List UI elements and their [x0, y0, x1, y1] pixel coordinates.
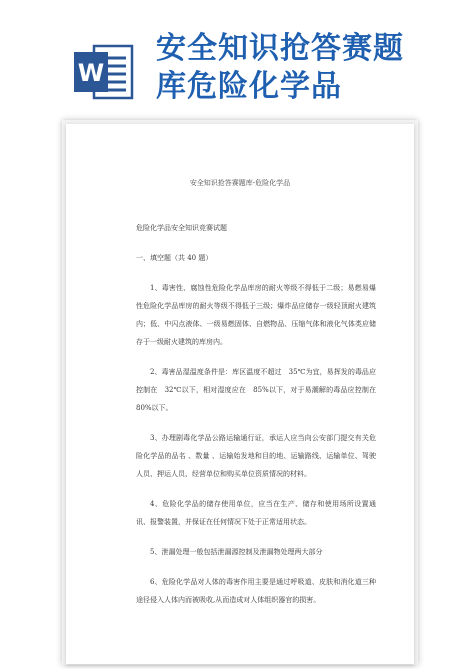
word-document-icon: [72, 40, 136, 104]
page-title-line-1: 安全知识抢答赛题: [156, 31, 404, 66]
document-subtitle: 危险化学品安全知识竞赛试题: [136, 224, 227, 232]
document-page[interactable]: [66, 124, 414, 664]
question-item-1: 1、毒害性、腐蚀性危险化学品库房的耐火等级不得低于二级；易燃易爆性危险化学品库房的耐火等级不得低于三级；爆炸品应储存一级轻顶耐火建筑内；低、中闪点液体、一级易燃固体、自燃物品、压缩气体和液化气体类应储存于一级耐火建筑的库房内。: [136, 284, 376, 346]
word-icon-letter: W: [77, 59, 105, 87]
question-item-3: 3、办理剧毒化学品公路运输通行证，承运人应当向公安部门提交有关危险化学品的品名 、数量 、运输始发地和目的地、运输路线、运输单位、驾驶人员、押运人员、经营单位和购买单位资质情况的材料。: [136, 434, 376, 478]
page-title-line-2: 库危险化学品: [156, 69, 342, 104]
section-heading: 一、填空题（共 40 题）: [136, 254, 213, 262]
page-title: [156, 30, 404, 106]
question-item-2: 2、毒害品湿温度条件是：库区温度不超过 35℃为宜，易挥发的毒品应控制在 32℃以下，相对湿度应在 85%以下，对于易潮解的毒品应控制在 80%以下。: [136, 368, 383, 412]
document-title: 安全知识抢答赛题库-危险化学品: [189, 179, 291, 187]
question-item-4: 4、危险化学品的储存使用单位，应当在生产、储存和使用场所设置通讯、报警装置，并保证在任何情况下处于正常适用状态。: [136, 500, 376, 526]
question-item-6: 6、危险化学品对人体的毒害作用主要是通过呼吸道、皮肤和消化道三种途径侵入人体内而被吸收,从而造成对人体组织器官的损害。: [136, 578, 376, 604]
question-item-5: 5、泄漏处理一般包括泄漏源控制及泄漏物处理两大部分: [150, 548, 323, 556]
document-body: [136, 219, 383, 621]
header: [0, 0, 474, 120]
